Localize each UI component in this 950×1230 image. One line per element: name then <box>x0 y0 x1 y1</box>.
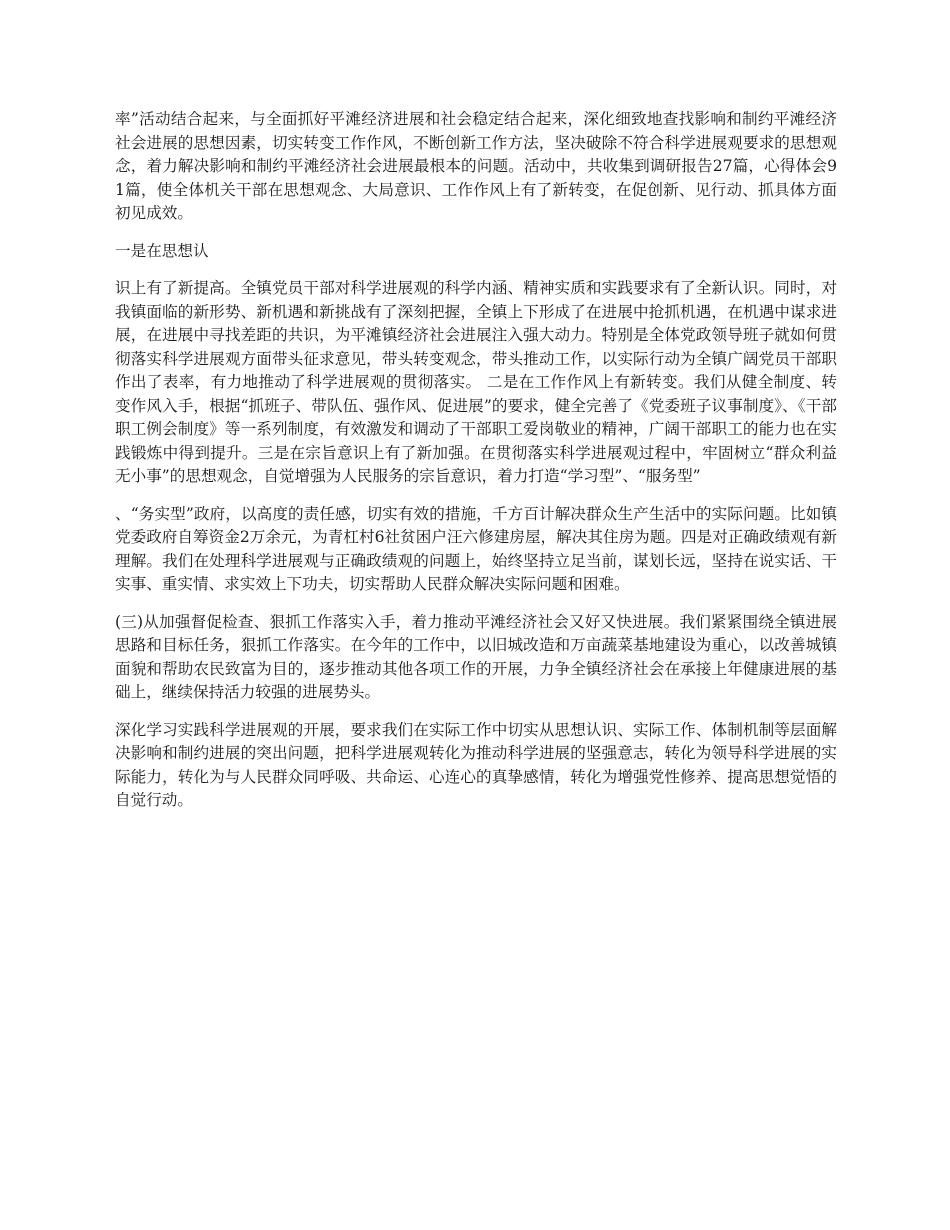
paragraph-3: 识上有了新提高。全镇党员干部对科学进展观的科学内涵、精神实质和实践要求有了全新认识。同时，对我镇面临的新形势、新机遇和新挑战有了深刻把握，全镇上下形成了在进展中抢抓机遇，在机遇中谋求进展，在进展中寻找差距的共识，为平滩镇经济社会进展注入强大动力。特别是全体党政领导班子就如何贯彻落实科学进展观方面带头征求意见，带头转变观念，带头推动工作，以实际行动为全镇广阔党员干部职作出了表率，有力地推动了科学进展观的贯彻落实。 二是在工作作风上有新转变。我们从健全制度、转变作风入手，根据“抓班子、带队伍、强作风、促进展”的要求，健全完善了《党委班子议事制度》、《干部职工例会制度》等一系列制度，有效激发和调动了干部职工爱岗敬业的精神，广阔干部职工的能力也在实践锻炼中得到提升。三是在宗旨意识上有了新加强。在贯彻落实科学进展观过程中，牢固树立“群众利益无小事”的思想观念，自觉增强为人民服务的宗旨意识，着力打造“学习型”、“服务型” <box>115 279 837 485</box>
paragraph-4: 、“务实型”政府，以高度的责任感，切实有效的措施，千方百计解决群众生产生活中的实际问题。比如镇党委政府自筹资金2万余元，为青杠村6社贫困户汪六修建房屋，解决其住房为题。四是对正确政绩观有新理解。我们在处理科学进展观与正确政绩观的问题上，始终坚持立足当前，谋划长远，坚持在说实话、干实事、重实情、求实效上下功夫，切实帮助人民群众解决实际问题和困难。 <box>115 504 837 593</box>
paragraph-1: 率”活动结合起来，与全面抓好平滩经济进展和社会稳定结合起来，深化细致地查找影响和制约平滩经济社会进展的思想因素，切实转变工作作风，不断创新工作方法，坚决破除不符合科学进展观要求的思想观念，着力解决影响和制约平滩经济社会进展最根本的问题。活动中，共收集到调研报告27篇，心得体会91篇，使全体机关干部在思想观念、大局意识、工作作风上有了新转变，在促创新、见行动、抓具体方面初见成效。 <box>115 110 837 222</box>
paragraph-2: 一是在思想认 <box>115 241 209 260</box>
paragraph-6: 深化学习实践科学进展观的开展，要求我们在实际工作中切实从思想认识、实际工作、体制机制等层面解决影响和制约进展的突出问题，把科学进展观转化为推动科学进展的坚强意志，转化为领导科学进展的实际能力，转化为与人民群众同呼吸、共命运、心连心的真挚感情，转化为增强党性修养、提高思想觉悟的自觉行动。 <box>115 720 837 809</box>
document-body <box>115 108 837 827</box>
paragraph-5: (三)从加强督促检查、狠抓工作落实入手，着力推动平滩经济社会又好又快进展。我们紧紧围绕全镇进展思路和目标任务，狠抓工作落实。在今年的工作中，以旧城改造和万亩蔬菜基地建设为重心，以改善城镇面貌和帮助农民致富为目的，逐步推动其他各项工作的开展，力争全镇经济社会在承接上年健康进展的基础上，继续保持活力较强的进展势头。 <box>115 612 837 701</box>
